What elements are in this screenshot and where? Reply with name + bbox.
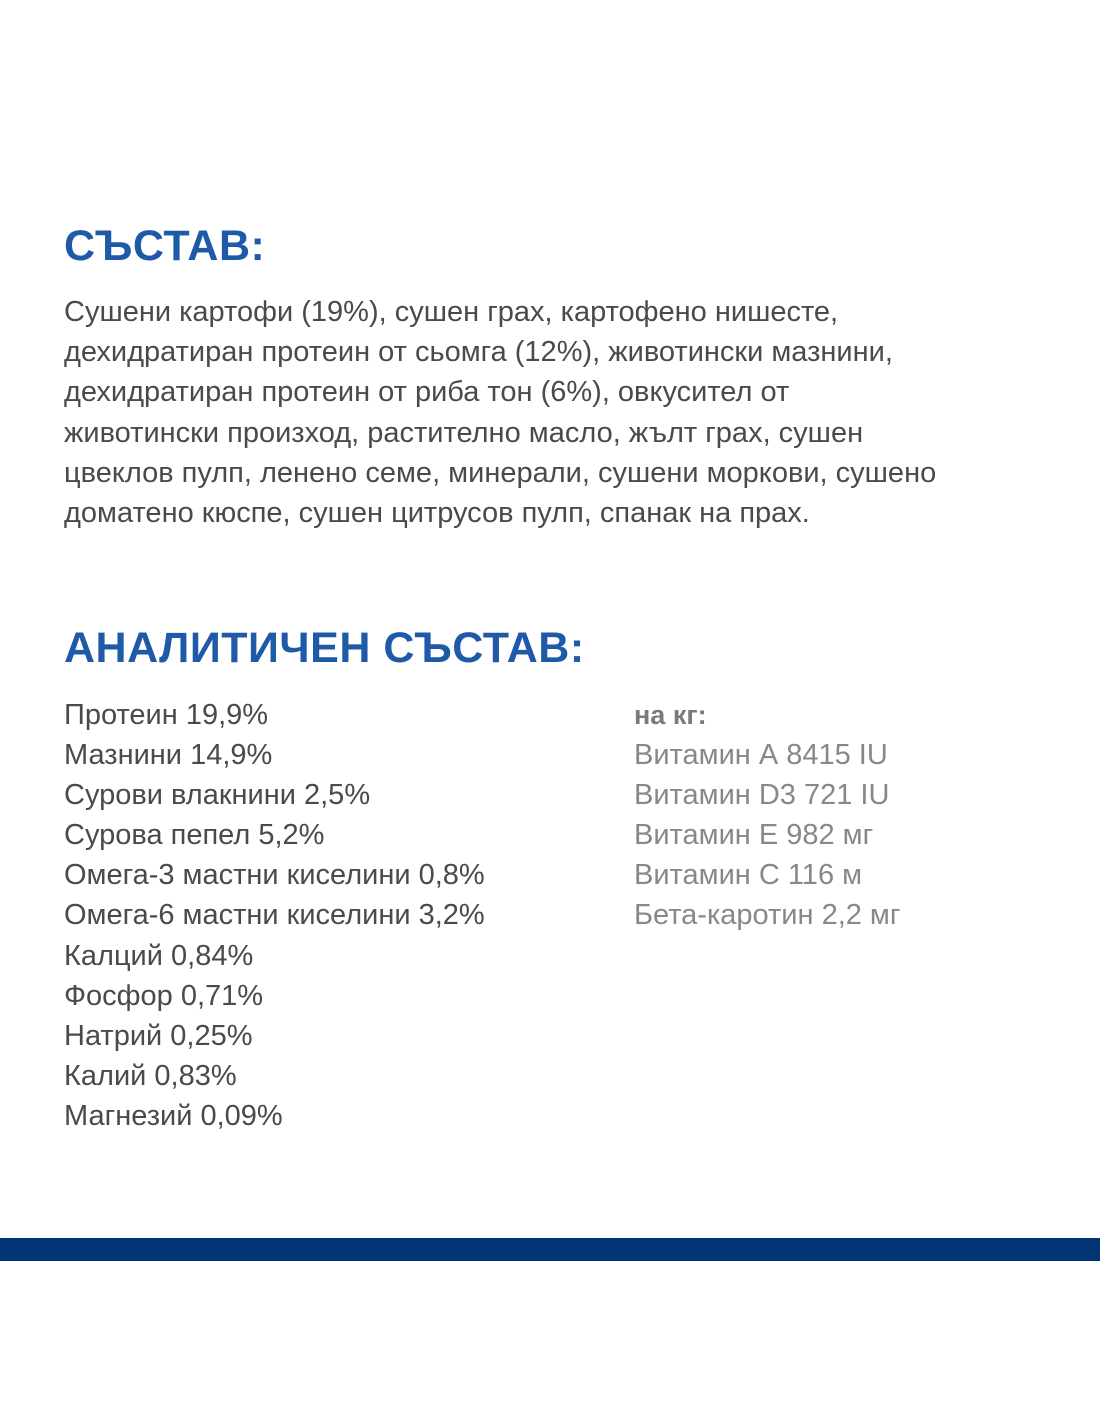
analytical-item-magnesium: Магнезий 0,09% xyxy=(64,1099,283,1132)
analytical-list-left xyxy=(64,695,485,1136)
per-kg-label: на кг: xyxy=(634,700,707,730)
analytical-item-fiber: Сурови влакнини 2,5% xyxy=(64,779,371,812)
composition-line: дехидратиран протеин от риба тон (6%), овкусител от xyxy=(64,376,790,409)
vitamin-item-a: Витамин А 8415 IU xyxy=(634,739,888,772)
composition-text xyxy=(64,292,1074,533)
vitamin-item-d3: Витамин D3 721 IU xyxy=(634,779,890,812)
analytical-item-calcium: Калций 0,84% xyxy=(64,939,254,972)
analytical-item-phosphorus: Фосфор 0,71% xyxy=(64,979,264,1012)
analytical-item-sodium: Натрий 0,25% xyxy=(64,1019,253,1052)
analytical-item-ash: Сурова пепел 5,2% xyxy=(64,819,325,852)
analytical-item-protein: Протеин 19,9% xyxy=(64,699,269,731)
vitamin-item-beta-carotene: Бета-каротин 2,2 мг xyxy=(634,899,901,932)
analytical-item-fat: Мазнини 14,9% xyxy=(64,739,273,772)
analytical-heading: АНАЛИТИЧЕН СЪСТАВ: xyxy=(64,624,585,672)
composition-line: животински произход, растително масло, жълт грах, сушен xyxy=(64,416,864,449)
vitamin-item-e: Витамин Е 982 мг xyxy=(634,819,874,852)
composition-heading: СЪСТАВ: xyxy=(64,222,266,270)
composition-line: доматено кюспе, сушен цитрусов пулп, спанак на прах. xyxy=(64,497,810,530)
analytical-item-potassium: Калий 0,83% xyxy=(64,1059,237,1092)
composition-line: цвеклов пулп, ленено семе, минерали, сушени моркови, сушено xyxy=(64,456,937,489)
footer-stripe xyxy=(0,1238,1100,1261)
analytical-item-omega6: Омега-6 мастни киселини 3,2% xyxy=(64,899,485,932)
composition-line: Сушени картофи (19%), сушен грах, картофено нишесте, xyxy=(64,296,839,328)
composition-line: дехидратиран протеин от сьомга (12%), животински мазнини, xyxy=(64,336,893,369)
analytical-item-omega3: Омега-3 мастни киселини 0,8% xyxy=(64,859,485,892)
analytical-list-right xyxy=(634,695,900,936)
vitamin-item-c: Витамин С 116 м xyxy=(634,859,863,892)
